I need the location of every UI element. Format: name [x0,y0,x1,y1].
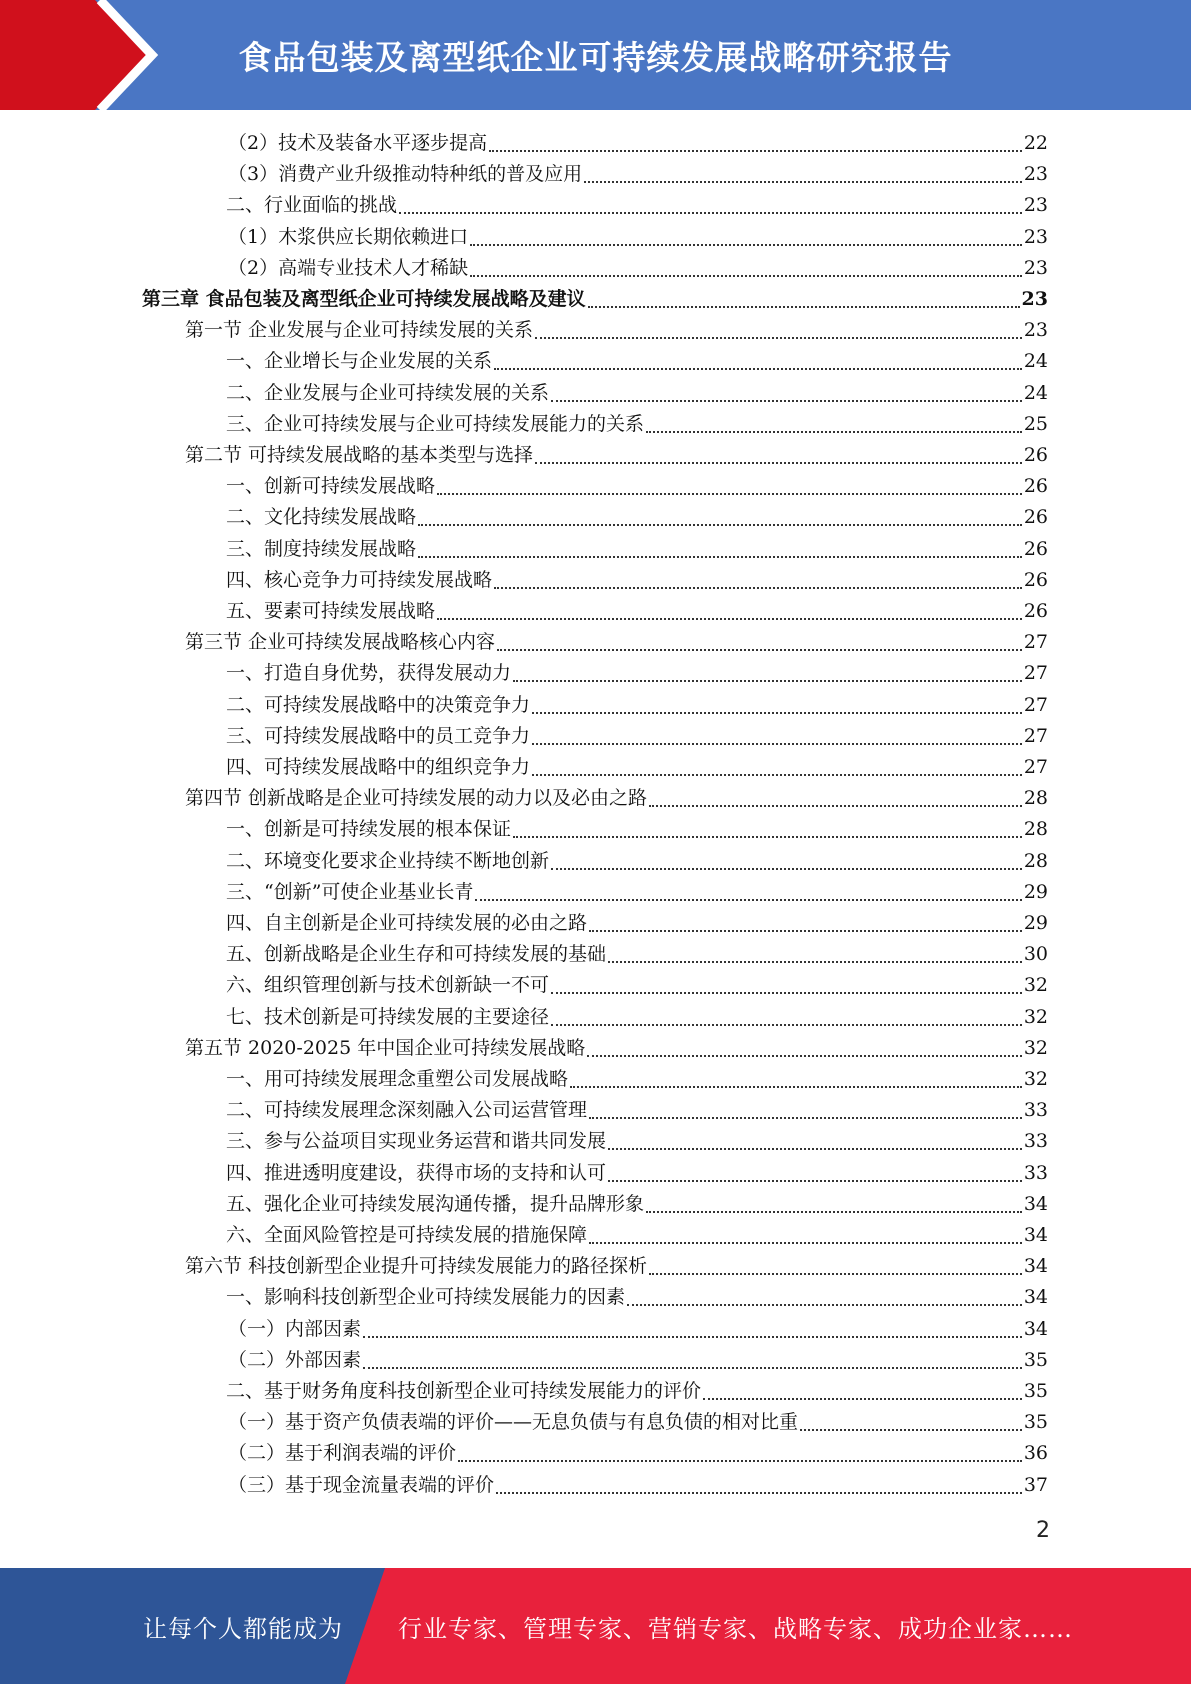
toc-dot-leader [470,244,1022,246]
toc-dot-leader [551,992,1022,994]
toc-dot-leader [649,1273,1022,1275]
toc-dot-leader [627,1304,1022,1306]
toc-entry-label: 三、“创新”可使企业基业长青 [226,880,474,903]
toc-entry[interactable] [228,253,1048,284]
toc-entry-label: 六、全面风险管控是可持续发展的措施保障 [226,1224,588,1246]
toc-entry-label: 四、核心竞争力可持续发展战略 [226,568,493,591]
toc-dot-leader [646,1211,1022,1213]
toc-entry-page: 34 [1023,1317,1048,1340]
toc-entry-page: 22 [1023,132,1048,154]
toc-entry-label: 四、可持续发展战略中的组织竞争力 [226,756,531,778]
toc-entry[interactable] [226,1189,1048,1220]
toc-entry[interactable] [185,440,1048,471]
toc-entry-page: 34 [1023,1286,1048,1309]
toc-dot-leader [418,556,1022,558]
toc-entry[interactable] [228,1470,1048,1501]
toc-entry[interactable] [226,690,1048,721]
toc-entry[interactable] [226,190,1048,221]
toc-entry-page: 36 [1023,1442,1048,1465]
toc-entry-page: 26 [1023,444,1048,466]
toc-entry-label: 三、参与公益项目实现业务运营和谐共同发展 [226,1130,607,1153]
toc-entry[interactable] [226,752,1048,783]
toc-entry-label: 第四节 创新战略是企业可持续发展的动力以及必由之路 [185,787,648,810]
toc-entry[interactable] [226,502,1048,533]
toc-entry-label: （2）高端专业技术人才稀缺 [228,256,469,279]
toc-entry-label: （1）木浆供应长期依赖进口 [228,225,469,248]
toc-entry-label: 五、创新战略是企业生存和可持续发展的基础 [226,943,607,966]
toc-entry-label: 四、推进透明度建设，获得市场的支持和认可 [226,1161,607,1184]
toc-entry[interactable] [226,846,1048,877]
toc-dot-leader [800,1429,1022,1431]
toc-entry-page: 26 [1023,568,1048,591]
toc-entry-page: 23 [1023,194,1048,217]
toc-entry-page: 33 [1023,1161,1048,1184]
toc-entry-label: （2）技术及装备水平逐步提高 [228,132,488,154]
footer-slogan-left: 让每个人都能成为 [143,1614,343,1643]
toc-entry-label: （一）内部因素 [228,1317,362,1340]
toc-dot-leader [649,805,1022,807]
toc-dot-leader [589,1242,1022,1244]
toc-entry[interactable] [226,1376,1048,1407]
toc-entry-label: 五、强化企业可持续发展沟通传播，提升品牌形象 [226,1192,645,1215]
toc-entry-page: 28 [1023,849,1048,872]
toc-entry-label: 二、行业面临的挑战 [226,194,398,217]
toc-dot-leader [399,212,1022,214]
toc-entry[interactable] [185,1033,1048,1064]
toc-entry-page: 34 [1023,1224,1048,1246]
toc-entry-page: 23 [1023,319,1048,342]
toc-entry-label: 一、用可持续发展理念重塑公司发展战略 [226,1068,569,1090]
toc-dot-leader [703,1398,1022,1400]
toc-entry[interactable] [226,1095,1048,1126]
toc-dot-leader [532,743,1022,745]
toc-dot-leader [608,1148,1022,1150]
toc-entry[interactable] [228,1345,1048,1376]
toc-entry-page: 23 [1021,288,1048,310]
toc-entry[interactable] [226,1126,1048,1157]
toc-entry-page: 32 [1023,1005,1048,1028]
toc-dot-leader [588,306,1020,308]
toc-entry[interactable] [185,627,1048,658]
toc-entry-label: 第六节 科技创新型企业提升可持续发展能力的路径探析 [185,1255,648,1278]
toc-entry-label: 第三章 食品包装及离型纸企业可持续发展战略及建议 [142,288,586,310]
toc-entry[interactable] [226,1002,1048,1033]
toc-dot-leader [494,587,1022,589]
toc-entry[interactable] [185,315,1048,346]
toc-dot-leader [475,899,1021,901]
toc-dot-leader [589,930,1022,932]
toc-entry-page: 32 [1023,974,1048,997]
toc-entry-page: 26 [1023,537,1048,560]
toc-entry[interactable] [226,596,1048,627]
toc-entry[interactable] [226,814,1048,845]
toc-entry[interactable] [226,471,1048,502]
toc-dot-leader [489,150,1022,152]
toc-entry[interactable] [226,721,1048,752]
toc-entry-label: 第一节 企业发展与企业可持续发展的关系 [185,319,534,342]
toc-entry-label: 第二节 可持续发展战略的基本类型与选择 [185,444,534,466]
toc-entry-page: 32 [1023,1068,1048,1090]
toc-entry-page: 35 [1023,1380,1048,1402]
toc-entry-page: 24 [1023,350,1048,373]
toc-entry-label: 五、要素可持续发展战略 [226,600,436,622]
toc-entry-page: 26 [1023,506,1048,529]
toc-entry-page: 37 [1023,1473,1048,1496]
toc-entry[interactable] [226,1282,1048,1313]
footer-slogan-right: 行业专家、管理专家、营销专家、战略专家、成功企业家…… [398,1614,1073,1643]
toc-entry[interactable] [142,284,1048,315]
toc-entry-page: 29 [1023,880,1048,903]
toc-entry[interactable] [226,658,1048,689]
page-number: 2 [1036,1518,1050,1543]
toc-dot-leader [497,649,1022,651]
toc-dot-leader [587,1055,1022,1057]
toc-dot-leader [363,1367,1022,1369]
toc-dot-leader [535,337,1022,339]
toc-entry-page: 35 [1023,1411,1048,1434]
toc-entry-label: 六、组织管理创新与技术创新缺一不可 [226,974,550,997]
toc-entry-label: 三、可持续发展战略中的员工竞争力 [226,724,531,747]
toc-dot-leader [551,400,1022,402]
toc-entry[interactable] [228,128,1048,159]
toc-entry-label: 一、影响科技创新型企业可持续发展能力的因素 [226,1286,626,1309]
toc-entry[interactable] [228,222,1048,253]
toc-entry-page: 32 [1023,1036,1048,1059]
toc-entry[interactable] [226,970,1048,1001]
toc-entry-label: 一、创新是可持续发展的根本保证 [226,818,512,841]
toc-entry[interactable] [185,1251,1048,1282]
toc-entry-label: 一、创新可持续发展战略 [226,475,436,498]
toc-entry-page: 24 [1023,381,1048,404]
toc-entry[interactable] [226,565,1048,596]
toc-entry[interactable] [228,1314,1048,1345]
toc-entry-page: 26 [1023,600,1048,622]
toc-dot-leader [513,680,1022,682]
toc-entry[interactable] [226,1220,1048,1251]
toc-entry-page: 23 [1023,225,1048,248]
toc-entry[interactable] [226,1064,1048,1095]
toc-entry-label: （二）基于利润表端的评价 [228,1442,457,1465]
toc-entry-page: 27 [1023,693,1048,716]
toc-entry-label: （三）基于现金流量表端的评价 [228,1473,495,1496]
toc-entry-label: 第三节 企业可持续发展战略核心内容 [185,631,496,654]
toc-entry-page: 35 [1023,1348,1048,1371]
toc-entry-page: 28 [1023,818,1048,841]
toc-entry-label: （3）消费产业升级推动特种纸的普及应用 [228,163,583,186]
toc-dot-leader [532,712,1022,714]
toc-dot-leader [496,1492,1022,1494]
footer-banner [0,1568,1191,1684]
toc-entry-label: 二、环境变化要求企业持续不断地创新 [226,849,550,872]
toc-entry-label: 三、企业可持续发展与企业可持续发展能力的关系 [226,412,645,435]
toc-entry-page: 33 [1023,1099,1048,1122]
toc-entry[interactable] [228,1407,1048,1438]
toc-entry[interactable] [185,783,1048,814]
toc-entry-label: 一、企业增长与企业发展的关系 [226,350,493,373]
toc-entry-label: （一）基于资产负债表端的评价——无息负债与有息负债的相对比重 [228,1411,799,1434]
toc-dot-leader [535,462,1022,464]
toc-entry[interactable] [226,534,1048,565]
toc-entry-label: 二、可持续发展理念深刻融入公司运营管理 [226,1099,588,1122]
toc-dot-leader [363,1336,1022,1338]
toc-entry-page: 34 [1023,1255,1048,1278]
toc-dot-leader [646,431,1022,433]
toc-entry-label: 四、自主创新是企业可持续发展的必由之路 [226,912,588,934]
toc-entry-label: 二、文化持续发展战略 [226,506,417,529]
toc-entry[interactable] [226,1158,1048,1189]
toc-entry-page: 34 [1023,1192,1048,1215]
toc-dot-leader [608,1180,1022,1182]
toc-dot-leader [458,1460,1022,1462]
toc-dot-leader [551,1024,1022,1026]
toc-dot-leader [532,774,1022,776]
toc-entry-page: 27 [1023,724,1048,747]
toc-entry-page: 23 [1023,163,1048,186]
toc-dot-leader [513,836,1022,838]
toc-entry-page: 33 [1023,1130,1048,1153]
toc-dot-leader [437,618,1022,620]
header-red-arrow [0,0,150,110]
toc-entry[interactable] [226,346,1048,377]
report-title: 食品包装及离型纸企业可持续发展战略研究报告 [238,37,953,77]
toc-dot-leader [608,961,1022,963]
toc-dot-leader [551,868,1022,870]
toc-entry[interactable] [226,939,1048,970]
toc-entry-page: 27 [1023,662,1048,685]
toc-entry-page: 26 [1023,475,1048,498]
toc-entry[interactable] [226,908,1048,939]
toc-dot-leader [570,1086,1022,1088]
toc-dot-leader [470,275,1022,277]
toc-entry-page: 25 [1023,412,1048,435]
toc-entry-page: 28 [1023,787,1048,810]
toc-entry-page: 30 [1023,943,1048,966]
toc-entry[interactable] [226,877,1048,908]
toc-entry-page: 29 [1023,912,1048,934]
toc-entry[interactable] [226,409,1048,440]
toc-dot-leader [584,181,1022,183]
toc-dot-leader [437,493,1022,495]
toc-entry[interactable] [226,378,1048,409]
toc-entry-label: 三、制度持续发展战略 [226,537,417,560]
toc-dot-leader [418,524,1022,526]
toc-entry-page: 27 [1023,631,1048,654]
toc-entry-label: （二）外部因素 [228,1348,362,1371]
header-banner [0,0,1191,110]
toc-entry-label: 七、技术创新是可持续发展的主要途径 [226,1005,550,1028]
toc-entry-page: 27 [1023,756,1048,778]
toc-entry[interactable] [228,1438,1048,1469]
toc-entry-label: 一、打造自身优势，获得发展动力 [226,662,512,685]
toc-entry-label: 二、基于财务角度科技创新型企业可持续发展能力的评价 [226,1380,702,1402]
toc-dot-leader [589,1117,1022,1119]
toc-entry-label: 二、可持续发展战略中的决策竞争力 [226,693,531,716]
toc-dot-leader [494,368,1022,370]
toc-entry-label: 第五节 2020-2025 年中国企业可持续发展战略 [185,1036,586,1059]
toc-entry-label: 二、企业发展与企业可持续发展的关系 [226,381,550,404]
toc-entry[interactable] [228,159,1048,190]
toc-entry-page: 23 [1023,256,1048,279]
